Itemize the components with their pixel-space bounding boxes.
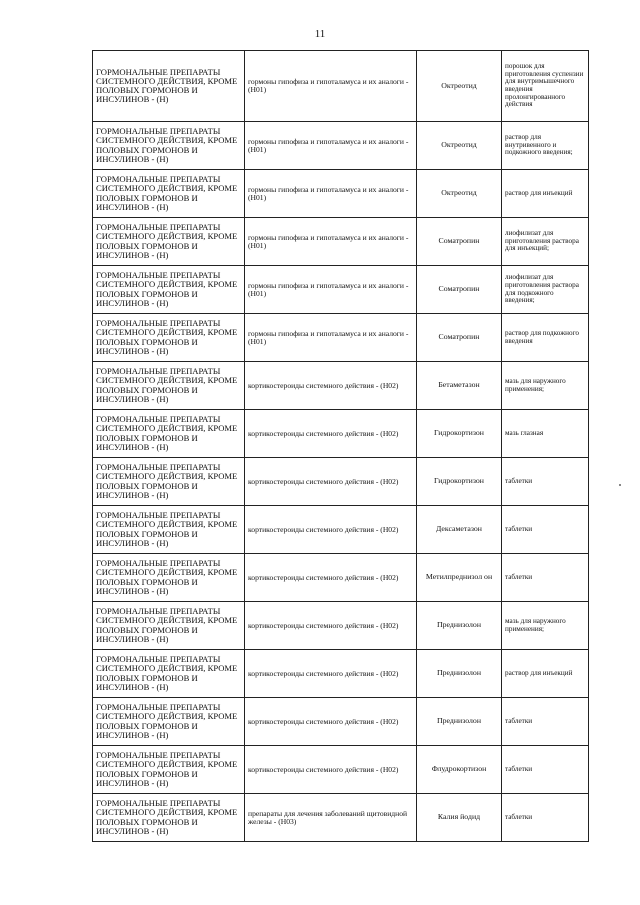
atc-group-cell: ГОРМОНАЛЬНЫЕ ПРЕПАРАТЫ СИСТЕМНОГО ДЕЙСТВИЯ, КРОМЕ ПОЛОВЫХ ГОРМОНОВ И ИНСУЛИНОВ - (Н) (93, 650, 245, 698)
drug-name-cell: Октреотид (417, 51, 502, 122)
drug-table (92, 50, 589, 842)
atc-subgroup-cell: кортикостероиды системного действия - (Н02) (245, 602, 417, 650)
table-row (93, 362, 589, 410)
dosage-form-cell: лиофилизат для приготовления раствора для инъекций; (502, 218, 589, 266)
table-row (93, 458, 589, 506)
scan-dot (619, 484, 621, 486)
atc-group-cell: ГОРМОНАЛЬНЫЕ ПРЕПАРАТЫ СИСТЕМНОГО ДЕЙСТВИЯ, КРОМЕ ПОЛОВЫХ ГОРМОНОВ И ИНСУЛИНОВ - (Н) (93, 266, 245, 314)
atc-subgroup-cell: гормоны гипофиза и гипоталамуса и их аналоги - (Н01) (245, 314, 417, 362)
atc-subgroup-cell: кортикостероиды системного действия - (Н02) (245, 410, 417, 458)
atc-group-cell: ГОРМОНАЛЬНЫЕ ПРЕПАРАТЫ СИСТЕМНОГО ДЕЙСТВИЯ, КРОМЕ ПОЛОВЫХ ГОРМОНОВ И ИНСУЛИНОВ - (Н) (93, 458, 245, 506)
dosage-form-cell: раствор для подкожного введения (502, 314, 589, 362)
drug-name-cell: Преднизолон (417, 698, 502, 746)
atc-subgroup-cell: гормоны гипофиза и гипоталамуса и их аналоги - (Н01) (245, 51, 417, 122)
dosage-form-cell: лиофилизат для приготовления раствора для подкожного введения; (502, 266, 589, 314)
dosage-form-cell: раствор для инъекций (502, 170, 589, 218)
dosage-form-cell: мазь для наружного применения; (502, 602, 589, 650)
table-row (93, 266, 589, 314)
table-row (93, 51, 589, 122)
atc-subgroup-cell: кортикостероиды системного действия - (Н02) (245, 698, 417, 746)
atc-group-cell: ГОРМОНАЛЬНЫЕ ПРЕПАРАТЫ СИСТЕМНОГО ДЕЙСТВИЯ, КРОМЕ ПОЛОВЫХ ГОРМОНОВ И ИНСУЛИНОВ - (Н) (93, 794, 245, 842)
table-row (93, 602, 589, 650)
atc-subgroup-cell: гормоны гипофиза и гипоталамуса и их аналоги - (Н01) (245, 218, 417, 266)
atc-subgroup-cell: кортикостероиды системного действия - (Н02) (245, 554, 417, 602)
table-row (93, 314, 589, 362)
table-row (93, 698, 589, 746)
table-row (93, 650, 589, 698)
dosage-form-cell: таблетки (502, 506, 589, 554)
dosage-form-cell: мазь глазная (502, 410, 589, 458)
atc-subgroup-cell: препараты для лечения заболеваний щитовидной железы - (Н03) (245, 794, 417, 842)
table-row (93, 746, 589, 794)
drug-name-cell: Октреотид (417, 170, 502, 218)
atc-group-cell: ГОРМОНАЛЬНЫЕ ПРЕПАРАТЫ СИСТЕМНОГО ДЕЙСТВИЯ, КРОМЕ ПОЛОВЫХ ГОРМОНОВ И ИНСУЛИНОВ - (Н) (93, 51, 245, 122)
dosage-form-cell: таблетки (502, 746, 589, 794)
dosage-form-cell: порошок для приготовления суспензии для внутримышечного введения пролонгированного действия (502, 51, 589, 122)
drug-name-cell: Октреотид (417, 122, 502, 170)
drug-name-cell: Дексаметазон (417, 506, 502, 554)
dosage-form-cell: мазь для наружного применения; (502, 362, 589, 410)
atc-group-cell: ГОРМОНАЛЬНЫЕ ПРЕПАРАТЫ СИСТЕМНОГО ДЕЙСТВИЯ, КРОМЕ ПОЛОВЫХ ГОРМОНОВ И ИНСУЛИНОВ - (Н) (93, 218, 245, 266)
atc-group-cell: ГОРМОНАЛЬНЫЕ ПРЕПАРАТЫ СИСТЕМНОГО ДЕЙСТВИЯ, КРОМЕ ПОЛОВЫХ ГОРМОНОВ И ИНСУЛИНОВ - (Н) (93, 506, 245, 554)
atc-group-cell: ГОРМОНАЛЬНЫЕ ПРЕПАРАТЫ СИСТЕМНОГО ДЕЙСТВИЯ, КРОМЕ ПОЛОВЫХ ГОРМОНОВ И ИНСУЛИНОВ - (Н) (93, 170, 245, 218)
table-row (93, 218, 589, 266)
dosage-form-cell: таблетки (502, 554, 589, 602)
atc-subgroup-cell: кортикостероиды системного действия - (Н02) (245, 506, 417, 554)
table-row (93, 506, 589, 554)
dosage-form-cell: таблетки (502, 698, 589, 746)
atc-group-cell: ГОРМОНАЛЬНЫЕ ПРЕПАРАТЫ СИСТЕМНОГО ДЕЙСТВИЯ, КРОМЕ ПОЛОВЫХ ГОРМОНОВ И ИНСУЛИНОВ - (Н) (93, 602, 245, 650)
table-row (93, 122, 589, 170)
drug-name-cell: Соматропин (417, 314, 502, 362)
table-row (93, 554, 589, 602)
dosage-form-cell: таблетки (502, 794, 589, 842)
dosage-form-cell: раствор для инъекций (502, 650, 589, 698)
atc-subgroup-cell: гормоны гипофиза и гипоталамуса и их аналоги - (Н01) (245, 170, 417, 218)
drug-name-cell: Калия йодид (417, 794, 502, 842)
page-number: 11 (314, 28, 326, 40)
drug-name-cell: Преднизолон (417, 650, 502, 698)
atc-group-cell: ГОРМОНАЛЬНЫЕ ПРЕПАРАТЫ СИСТЕМНОГО ДЕЙСТВИЯ, КРОМЕ ПОЛОВЫХ ГОРМОНОВ И ИНСУЛИНОВ - (Н) (93, 362, 245, 410)
atc-subgroup-cell: кортикостероиды системного действия - (Н02) (245, 458, 417, 506)
table-row (93, 794, 589, 842)
dosage-form-cell: раствор для внутривенного и подкожного введения; (502, 122, 589, 170)
atc-group-cell: ГОРМОНАЛЬНЫЕ ПРЕПАРАТЫ СИСТЕМНОГО ДЕЙСТВИЯ, КРОМЕ ПОЛОВЫХ ГОРМОНОВ И ИНСУЛИНОВ - (Н) (93, 314, 245, 362)
atc-group-cell: ГОРМОНАЛЬНЫЕ ПРЕПАРАТЫ СИСТЕМНОГО ДЕЙСТВИЯ, КРОМЕ ПОЛОВЫХ ГОРМОНОВ И ИНСУЛИНОВ - (Н) (93, 746, 245, 794)
drug-name-cell: Метилпреднизол он (417, 554, 502, 602)
dosage-form-cell: таблетки (502, 458, 589, 506)
atc-subgroup-cell: гормоны гипофиза и гипоталамуса и их аналоги - (Н01) (245, 122, 417, 170)
drug-name-cell: Соматропин (417, 266, 502, 314)
table-row (93, 170, 589, 218)
atc-subgroup-cell: кортикостероиды системного действия - (Н02) (245, 650, 417, 698)
atc-group-cell: ГОРМОНАЛЬНЫЕ ПРЕПАРАТЫ СИСТЕМНОГО ДЕЙСТВИЯ, КРОМЕ ПОЛОВЫХ ГОРМОНОВ И ИНСУЛИНОВ - (Н) (93, 410, 245, 458)
atc-subgroup-cell: гормоны гипофиза и гипоталамуса и их аналоги - (Н01) (245, 266, 417, 314)
atc-group-cell: ГОРМОНАЛЬНЫЕ ПРЕПАРАТЫ СИСТЕМНОГО ДЕЙСТВИЯ, КРОМЕ ПОЛОВЫХ ГОРМОНОВ И ИНСУЛИНОВ - (Н) (93, 698, 245, 746)
drug-name-cell: Флудрокортизон (417, 746, 502, 794)
drug-name-cell: Бетаметазон (417, 362, 502, 410)
table-row (93, 410, 589, 458)
atc-subgroup-cell: кортикостероиды системного действия - (Н02) (245, 746, 417, 794)
drug-name-cell: Преднизолон (417, 602, 502, 650)
atc-group-cell: ГОРМОНАЛЬНЫЕ ПРЕПАРАТЫ СИСТЕМНОГО ДЕЙСТВИЯ, КРОМЕ ПОЛОВЫХ ГОРМОНОВ И ИНСУЛИНОВ - (Н) (93, 122, 245, 170)
drug-name-cell: Соматропин (417, 218, 502, 266)
atc-subgroup-cell: кортикостероиды системного действия - (Н02) (245, 362, 417, 410)
atc-group-cell: ГОРМОНАЛЬНЫЕ ПРЕПАРАТЫ СИСТЕМНОГО ДЕЙСТВИЯ, КРОМЕ ПОЛОВЫХ ГОРМОНОВ И ИНСУЛИНОВ - (Н) (93, 554, 245, 602)
drug-name-cell: Гидрокортизон (417, 458, 502, 506)
drug-name-cell: Гидрокортизон (417, 410, 502, 458)
